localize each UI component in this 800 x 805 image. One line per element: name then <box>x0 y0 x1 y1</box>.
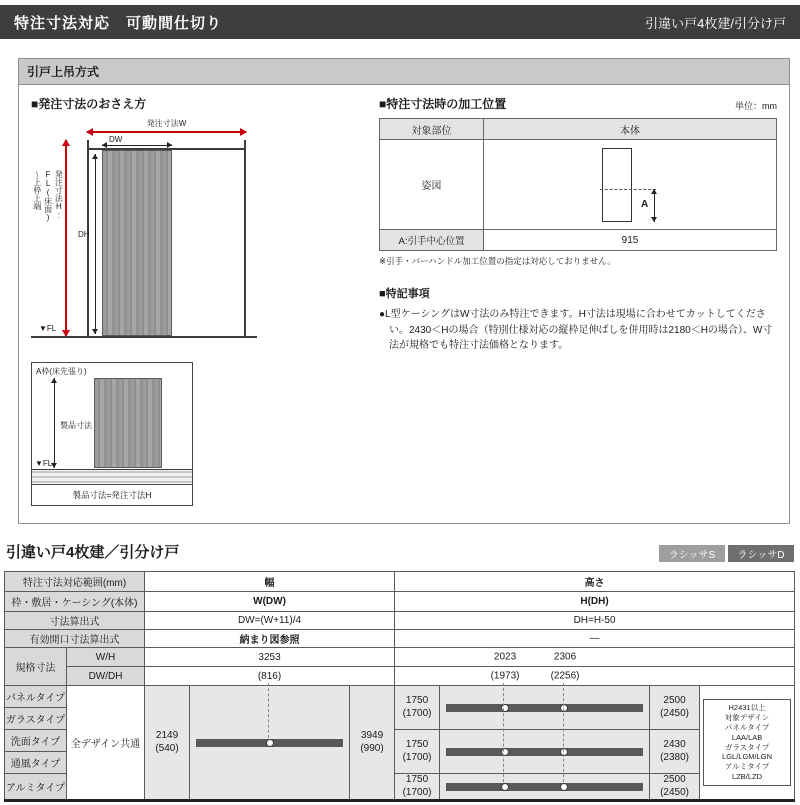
formula-label: 寸法算出式 <box>5 612 145 630</box>
band2-min-value: 1750 <box>405 739 429 750</box>
order-h-arrow <box>65 140 67 336</box>
width-range-bar-cell <box>190 686 350 801</box>
order-w-arrow <box>87 131 246 133</box>
standard-dh1: (1973) <box>490 670 520 682</box>
band1-dot-2023 <box>501 704 509 712</box>
band3-min-sub: (1700) <box>402 786 432 798</box>
remarks-heading: ■特記事項 <box>379 288 430 300</box>
order-h-line3: ～上枠上端 <box>32 170 42 210</box>
band1-dot-2306 <box>560 704 568 712</box>
height-band2-max <box>650 730 700 774</box>
dw-label: DW <box>109 135 123 144</box>
handle-position-diagram <box>484 141 776 229</box>
band3-max-value: 2500 <box>663 774 686 785</box>
width-max-sub: (990) <box>360 742 384 754</box>
hanging-method-panel <box>18 58 790 524</box>
height-band1-max <box>650 686 700 730</box>
product-dim-arrow <box>54 378 55 468</box>
height-band3-min <box>395 774 440 801</box>
dim-a-arrow <box>654 189 655 222</box>
note-line: LGL/LGM/LGN <box>722 752 773 762</box>
panel-title: 引戸上吊方式 <box>19 59 789 85</box>
dh-arrow <box>95 154 96 334</box>
note-line: パネルタイプ <box>724 722 770 732</box>
order-h-line2: FL(床面) <box>43 170 53 222</box>
height-band1-bar-cell <box>440 686 650 730</box>
order-h-line1: 発注寸法H: <box>54 170 64 220</box>
all-design-cell: 全デザイン共通 <box>67 686 145 801</box>
band1-min-sub: (1700) <box>402 707 432 719</box>
type-glass: ガラスタイプ <box>5 708 67 730</box>
note-line: 対象デザイン <box>724 712 770 722</box>
opening-w-value: 納まり図参照 <box>145 630 395 648</box>
badge-lasissa-s: ラシッサS <box>659 545 725 562</box>
table-row <box>5 572 795 592</box>
height-header: 高さ <box>395 572 795 592</box>
door-panel-slice <box>94 378 162 468</box>
note-line: LZB/LZD <box>732 772 763 782</box>
table-row <box>5 630 795 648</box>
floor-line <box>31 336 257 338</box>
standard-h2: 2306 <box>553 651 577 663</box>
height-band1-bar <box>446 704 643 712</box>
unit-label: 単位：mm <box>735 101 777 111</box>
machining-column <box>363 95 777 511</box>
note-line: H2431以上 <box>728 702 766 712</box>
height-band3-max <box>650 774 700 801</box>
col-header-part: 対象部位 <box>380 119 484 140</box>
band3-dot-2306 <box>560 783 568 791</box>
standard-w-value: 3253 <box>145 648 395 667</box>
order-w-label: 発注寸法W <box>146 119 187 128</box>
frame-label: 枠・敷居・ケーシング(本体) <box>5 592 145 612</box>
formula-w-value: DW=(W+11)/4 <box>145 612 395 630</box>
panel-body <box>19 85 789 523</box>
band2-min-sub: (1700) <box>402 751 432 763</box>
spec-title-row <box>6 541 794 562</box>
dh-label: DH <box>78 230 90 239</box>
standard-h-positioned <box>395 648 794 666</box>
width-standard-dot <box>266 739 274 747</box>
width-min <box>145 686 190 801</box>
standard-dh-positioned <box>395 667 794 685</box>
col-header-body: 本体 <box>484 119 777 140</box>
type-ventilation: 通風タイプ <box>5 752 67 774</box>
height-band1-min <box>395 686 440 730</box>
width-max-value: 3949 <box>360 730 384 741</box>
figure-cell <box>484 140 777 230</box>
height-band2-min <box>395 730 440 774</box>
door-panel <box>102 150 172 336</box>
order-dimension-column <box>31 95 363 511</box>
door-dimension-diagram <box>31 118 361 350</box>
floor-detail-box <box>31 362 193 506</box>
frame-note: A枠(床先張り) <box>36 367 87 376</box>
band3-max-sub: (2450) <box>660 786 689 798</box>
product-dim-label: 製品寸法 <box>60 421 92 430</box>
type-panel: パネルタイプ <box>5 686 67 708</box>
band2-max-sub: (2380) <box>660 751 689 763</box>
note-line: ガラスタイプ <box>724 742 770 752</box>
standard-label: 規格寸法 <box>5 648 67 686</box>
right-frame-line <box>244 140 246 336</box>
figure-row-label: 姿図 <box>380 140 484 230</box>
opening-label: 有効開口寸法算出式 <box>5 630 145 648</box>
height-band3-bar-cell <box>440 774 650 801</box>
standard-dh-values <box>395 667 795 686</box>
band2-dot-2306 <box>560 748 568 756</box>
design-note-cell <box>700 686 795 801</box>
spec-table <box>4 571 795 802</box>
height-band3-bar <box>446 783 643 791</box>
fl-label-2: ▼FL <box>35 459 53 468</box>
standard-h1: 2023 <box>493 651 517 663</box>
table-row <box>5 648 795 667</box>
table-row <box>5 686 795 708</box>
order-h-label <box>31 170 63 320</box>
page-subtitle: 引違い戸4枚建/引分け戸 <box>645 15 786 31</box>
handle-row-label: A:引手中心位置 <box>380 230 484 251</box>
standard-dw-value: (816) <box>145 667 395 686</box>
series-badges <box>659 545 794 562</box>
page-title: 特注寸法対応 可動間仕切り <box>14 14 223 32</box>
standard-h-values <box>395 648 795 667</box>
band1-max-sub: (2450) <box>660 707 689 719</box>
frame-h-value: H(DH) <box>395 592 795 612</box>
machining-heading: ■特注寸法時の加工位置 <box>379 97 507 111</box>
machining-note: ※引手・バーハンドル加工位置の指定は対応しておりません。 <box>379 256 616 266</box>
height-band2-bar-cell <box>440 730 650 774</box>
width-min-value: 2149 <box>155 730 179 741</box>
order-heading: ■発注寸法のおさえ方 <box>31 97 147 111</box>
floor-hatch <box>32 470 192 483</box>
machining-table <box>379 118 777 251</box>
table-row <box>5 592 795 612</box>
table-row <box>5 667 795 686</box>
width-range-bar <box>196 739 343 747</box>
wh-label: W/H <box>67 648 145 667</box>
range-header: 特注寸法対応範囲(mm) <box>5 572 145 592</box>
dwdh-label: DW/DH <box>67 667 145 686</box>
handle-center-value: 915 <box>484 230 777 251</box>
dim-a-label: A <box>641 198 649 210</box>
band1-max-value: 2500 <box>663 695 686 706</box>
table-row <box>5 612 795 630</box>
spec-title: 引違い戸4枚建／引分け戸 <box>6 544 180 561</box>
standard-dh2: (2256) <box>550 670 580 682</box>
handle-center-dashed-line <box>600 189 656 190</box>
frame-w-value: W(DW) <box>145 592 395 612</box>
band3-min-value: 1750 <box>405 774 429 785</box>
type-aluminum: アルミタイプ <box>5 774 67 801</box>
design-note-box <box>703 699 791 786</box>
band2-dot-2023 <box>501 748 509 756</box>
band2-max-value: 2430 <box>663 739 686 750</box>
band1-min-value: 1750 <box>405 695 429 706</box>
remarks-text: ●L型ケーシングはW寸法のみ特注できます。H寸法は現場に合わせてカットしてください。2430＜Hの場合（特別仕様対応の縦枠足伸ばしを併用時は2180＜Hの場合）、W寸法が規格でも特注寸法価格となります。 <box>379 309 773 351</box>
note-line: アルミタイプ <box>724 762 770 772</box>
product-dim-caption: 製品寸法=発注寸法H <box>32 484 192 505</box>
formula-h-value: DH=H-50 <box>395 612 795 630</box>
width-min-sub: (540) <box>155 742 179 754</box>
badge-lasissa-d: ラシッサD <box>728 545 794 562</box>
height-band2-bar <box>446 748 643 756</box>
opening-h-value: ― <box>395 630 795 648</box>
width-header: 幅 <box>145 572 395 592</box>
width-max <box>350 686 395 801</box>
floor-detail-diagram <box>32 378 192 484</box>
note-line: LAA/LAB <box>731 732 763 742</box>
door-outline <box>602 148 632 222</box>
machining-heading-row <box>379 95 777 112</box>
spec-table-wrap <box>4 571 796 802</box>
band3-dot-2023 <box>501 783 509 791</box>
type-washroom: 洗面タイプ <box>5 730 67 752</box>
page-header-bar <box>0 5 800 39</box>
dw-arrow <box>102 145 172 146</box>
fl-label: ▼FL <box>39 324 57 333</box>
